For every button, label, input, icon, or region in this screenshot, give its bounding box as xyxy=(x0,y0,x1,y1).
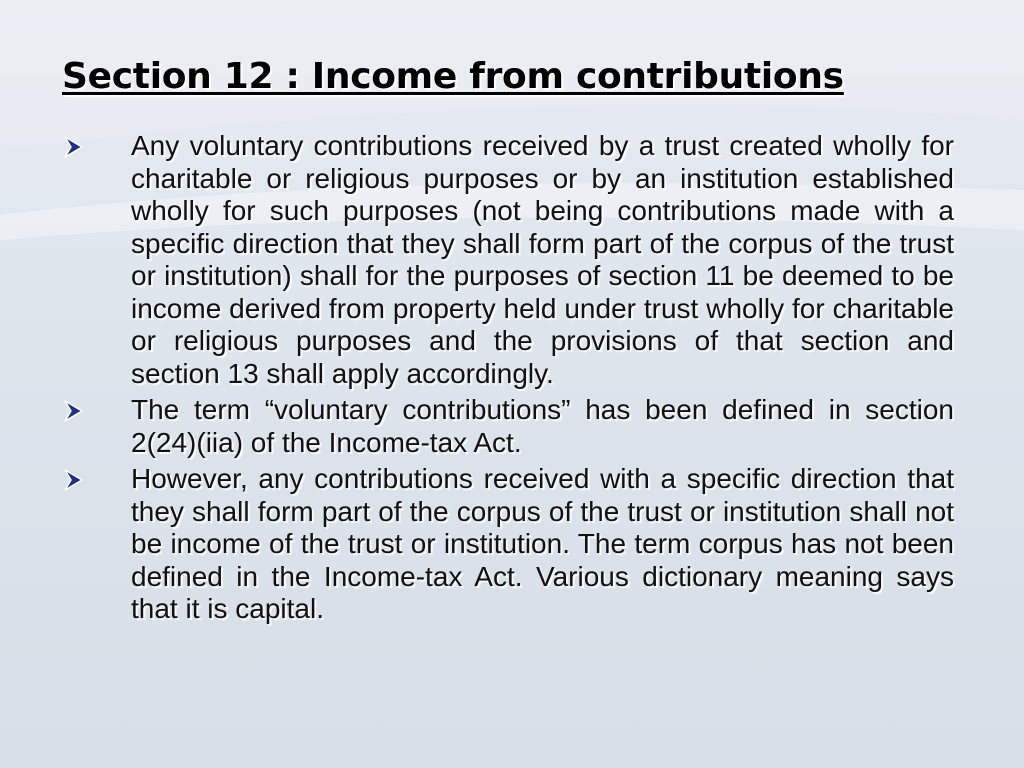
bullet-text: However, any contributions received with a specific direction that they shall form part of the corpus of the trust or institution shall not be income of the trust or institution. The term corpus has not been defined in the Income-tax Act. Various dictionary meaning says that it is capital. xyxy=(131,463,954,624)
arrowhead-bullet-icon xyxy=(62,398,86,424)
bullet-text: Any voluntary contributions received by a trust created wholly for charitable or religious purposes or by an institution established wholly for such purposes (not being contributions made with a specific direction that they shall form part of the corpus of the trust or institution) shall for the purposes of section 11 be deemed to be income derived from property held under trust wholly for charitable or religious purposes and the provisions of that section and section 13 shall apply accordingly. xyxy=(131,130,954,389)
arrowhead-bullet-icon xyxy=(62,134,86,160)
bullet-item xyxy=(62,130,954,390)
bullet-item xyxy=(62,463,954,626)
slide-title: Section 12 : Income from contributions xyxy=(62,56,844,97)
arrowhead-bullet-icon xyxy=(62,467,86,493)
bullet-text: The term “voluntary contributions” has been defined in section 2(24)(iia) of the Income-tax Act. xyxy=(131,394,954,458)
bullet-list xyxy=(62,130,954,630)
bullet-item xyxy=(62,394,954,459)
